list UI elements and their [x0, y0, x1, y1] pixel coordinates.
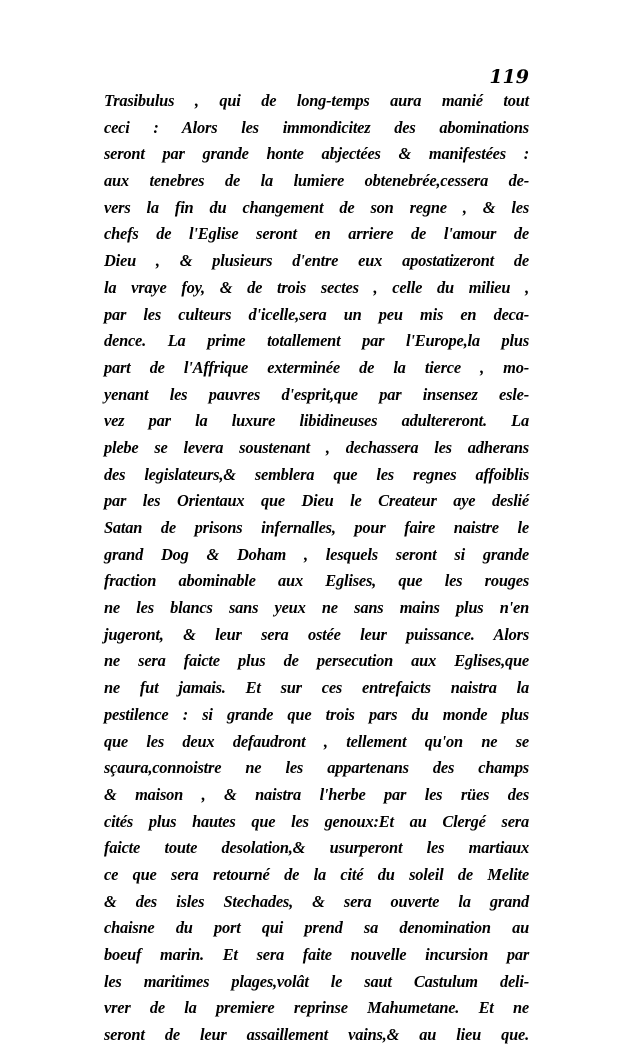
text-line: seront de leur assaillement vains,& au lieu que.: [104, 1025, 529, 1045]
text-line: & des isles Stechades, & sera ouverte la grand: [104, 891, 529, 911]
text-line: ce que sera retourné de la cité du soleil de Melite: [104, 864, 529, 884]
page-number: 119: [489, 66, 529, 88]
text-line: ne sera faicte plus de persecution aux Eglises,que: [104, 651, 529, 671]
text-line: vrer de la premiere reprinse Mahumetane. Et ne: [104, 998, 529, 1018]
text-line: boeuf marin. Et sera faite nouvelle incursion par: [104, 945, 529, 964]
text-line: chaisne du port qui prend sa denomination au: [104, 918, 529, 938]
text-line: faicte toute desolation,& usurperont les martiaux: [104, 838, 529, 858]
text-line: cités plus hautes que les genoux:Et au Clergé sera: [104, 811, 529, 831]
text-line: plebe se levera soustenant , dechassera les adherans: [104, 437, 529, 457]
text-line: par les culteurs d'icelle,sera un peu mis en deca-: [104, 304, 529, 324]
text-line: Trasibulus , qui de long-temps aura manié tout: [104, 91, 529, 110]
text-line: par les Orientaux que Dieu le Createur aye deslié: [104, 491, 529, 511]
text-line: ne les blancs sans yeux ne sans mains plus n'en: [104, 598, 529, 618]
text-line: des legislateurs,& semblera que les regnes affoiblis: [104, 464, 529, 484]
text-line: chefs de l'Eglise seront en arriere de l'amour de: [104, 224, 529, 244]
text-line: ceci : Alors les immondicitez des abominations: [104, 117, 529, 137]
text-line: ne fut jamais. Et sur ces entrefaicts naistra la: [104, 678, 529, 698]
text-line: pestilence : si grande que trois pars du monde plus: [104, 704, 529, 724]
text-line: Satan de prisons infernalles, pour faire naistre le: [104, 518, 529, 537]
text-line: aux tenebres de la lumiere obtenebrée,cessera de-: [104, 171, 529, 191]
text-line: grand Dog & Doham , lesquels seront si grande: [104, 544, 529, 564]
text-block: [104, 88, 529, 1049]
text-line: fraction abominable aux Eglises, que les rouges: [104, 571, 529, 591]
text-line: vers la fin du changement de son regne , & les: [104, 197, 529, 217]
text-line: dence. La prime totallement par l'Europe,la plus: [104, 331, 529, 351]
text-line: Dieu , & plusieurs d'entre eux apostatizeront de: [104, 251, 529, 271]
text-line: & maison , & naistra l'herbe par les rües des: [104, 784, 529, 804]
text-line: jugeront, & leur sera ostée leur puissance. Alors: [104, 624, 529, 644]
text-line: sçaura,connoistre ne les appartenans des champs: [104, 758, 529, 778]
text-line: seront par grande honte abjectées & manifestées :: [104, 144, 529, 164]
text-line: part de l'Affrique exterminée de la tierce , mo-: [104, 357, 529, 377]
text-line: la vraye foy, & de trois sectes , celle du milieu ,: [104, 277, 529, 297]
text-line: vez par la luxure libidineuses adultereront. La: [104, 411, 529, 431]
text-line: que les deux defaudront , tellement qu'on ne se: [104, 731, 529, 751]
text-line: les maritimes plages,volât le saut Castulum deli-: [104, 971, 529, 991]
text-line: yenant les pauvres d'esprit,que par insensez esle-: [104, 384, 529, 404]
